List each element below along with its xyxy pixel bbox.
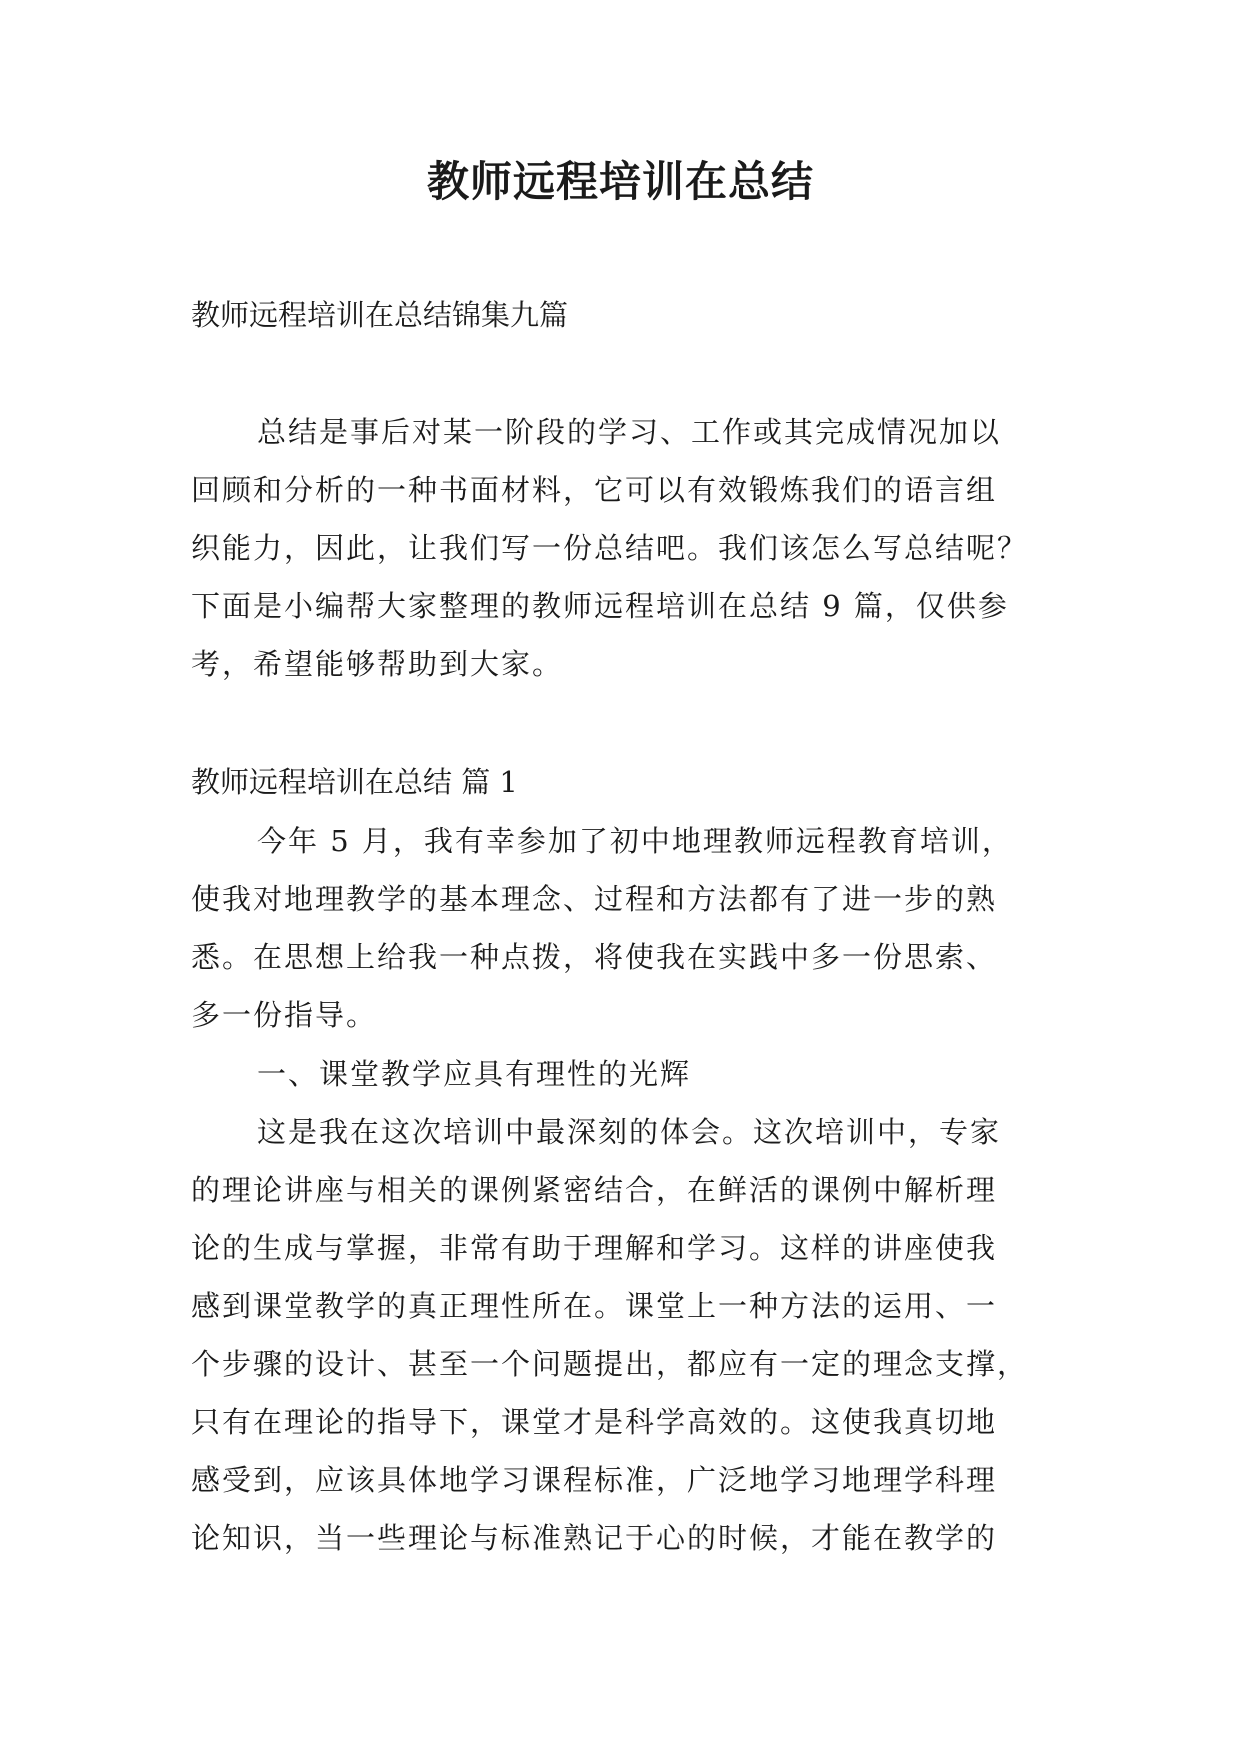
text-line: 悉。在思想上给我一种点拨，将使我在实践中多一份思索、: [191, 940, 998, 974]
text-line: 回顾和分析的一种书面材料，它可以有效锻炼我们的语言组: [191, 473, 998, 507]
text-line: 总结是事后对某一阶段的学习、工作或其完成情况加以: [257, 415, 1002, 449]
text-line: 论知识，当一些理论与标准熟记于心的时候，才能在教学的: [191, 1521, 998, 1555]
text-line: 论的生成与掌握，非常有助于理解和学习。这样的讲座使我: [191, 1231, 998, 1265]
text-line: 考，希望能够帮助到大家。: [191, 647, 564, 681]
document-subtitle: 教师远程培训在总结锦集九篇: [191, 298, 569, 332]
subheading-1: [191, 1045, 1051, 1103]
text-line: 使我对地理教学的基本理念、过程和方法都有了进一步的熟: [191, 882, 998, 916]
text-line: 下面是小编帮大家整理的教师远程培训在总结 9 篇，仅供参: [191, 589, 1009, 623]
text-line: 今年 5 月，我有幸参加了初中地理教师远程教育培训，: [257, 824, 1013, 858]
paragraph-1: [191, 812, 1051, 1044]
subheading-text: 一、课堂教学应具有理性的光辉: [257, 1057, 692, 1091]
intro-paragraph: [191, 403, 1051, 693]
text-line: 只有在理论的指导下，课堂才是科学高效的。这使我真切地: [191, 1405, 998, 1439]
document-title: 教师远程培训在总结: [426, 157, 814, 206]
text-line: 织能力，因此，让我们写一份总结吧。我们该怎么写总结呢？: [191, 531, 1029, 565]
text-line: 感受到，应该具体地学习课程标准，广泛地学习地理学科理: [191, 1463, 998, 1497]
section-heading: 教师远程培训在总结 篇 1: [191, 765, 518, 799]
text-line: 的理论讲座与相关的课例紧密结合，在鲜活的课例中解析理: [191, 1173, 998, 1207]
text-line: 这是我在这次培训中最深刻的体会。这次培训中，专家: [257, 1115, 1002, 1149]
text-line: 个步骤的设计、甚至一个问题提出，都应有一定的理念支撑，: [191, 1347, 1029, 1381]
paragraph-2: [191, 1103, 1051, 1567]
text-line: 感到课堂教学的真正理性所在。课堂上一种方法的运用、一: [191, 1289, 998, 1323]
text-line: 多一份指导。: [191, 998, 378, 1032]
